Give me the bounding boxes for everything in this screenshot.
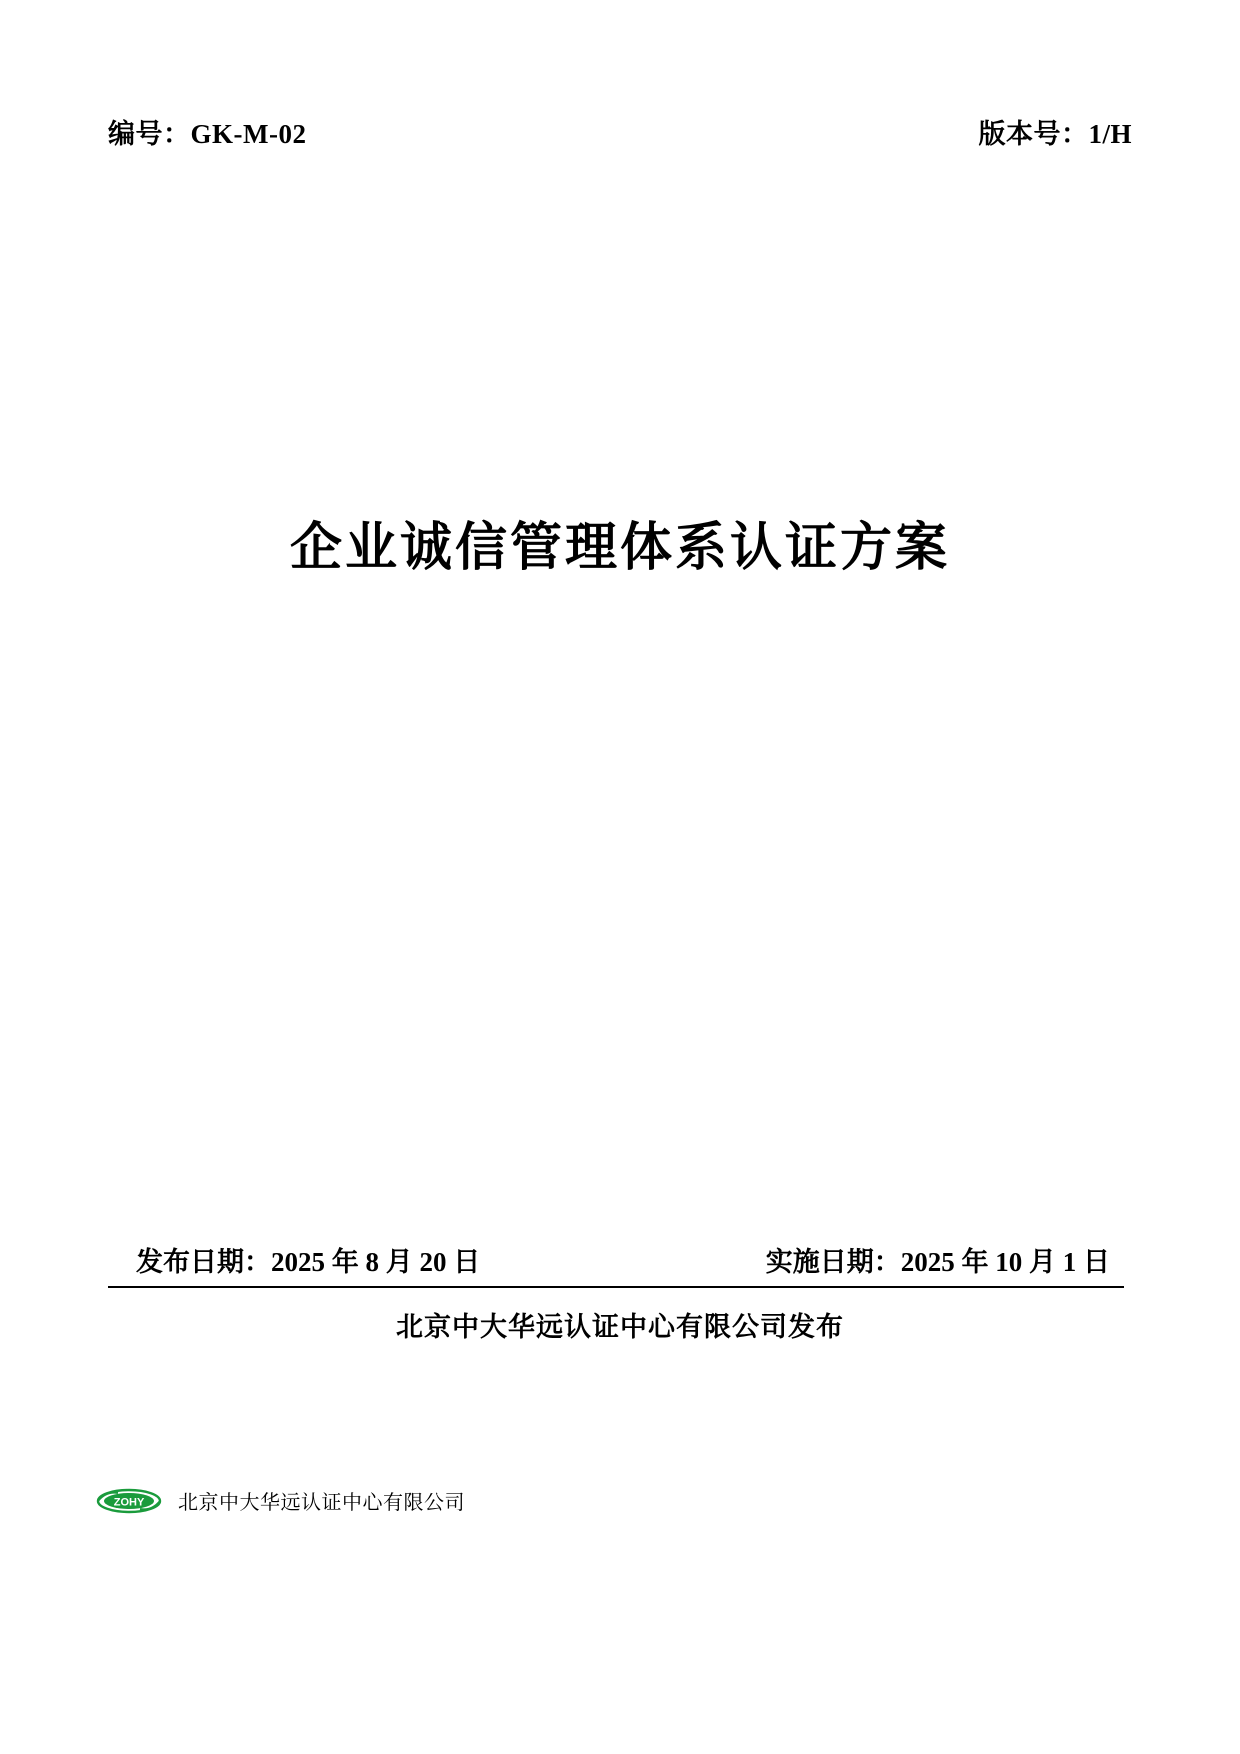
dates-row xyxy=(108,1240,1124,1288)
issue-date: 发布日期：2025 年 8 月 20 日 xyxy=(136,1247,481,1277)
document-version: 版本号：1/H xyxy=(978,119,1132,149)
document-code: 编号：GK-M-02 xyxy=(108,119,307,149)
footer-company-name: 北京中大华远认证中心有限公司 xyxy=(178,1492,465,1514)
publisher-line: 北京中大华远认证中心有限公司发布 xyxy=(396,1312,844,1342)
svg-text:ZOHY: ZOHY xyxy=(113,1496,145,1508)
document-header xyxy=(108,112,1132,151)
zohy-logo-icon xyxy=(96,1487,162,1515)
page-title: 企业诚信管理体系认证方案 xyxy=(289,520,950,577)
page-footer xyxy=(96,1486,465,1515)
effective-date: 实施日期：2025 年 10 月 1 日 xyxy=(765,1247,1110,1277)
